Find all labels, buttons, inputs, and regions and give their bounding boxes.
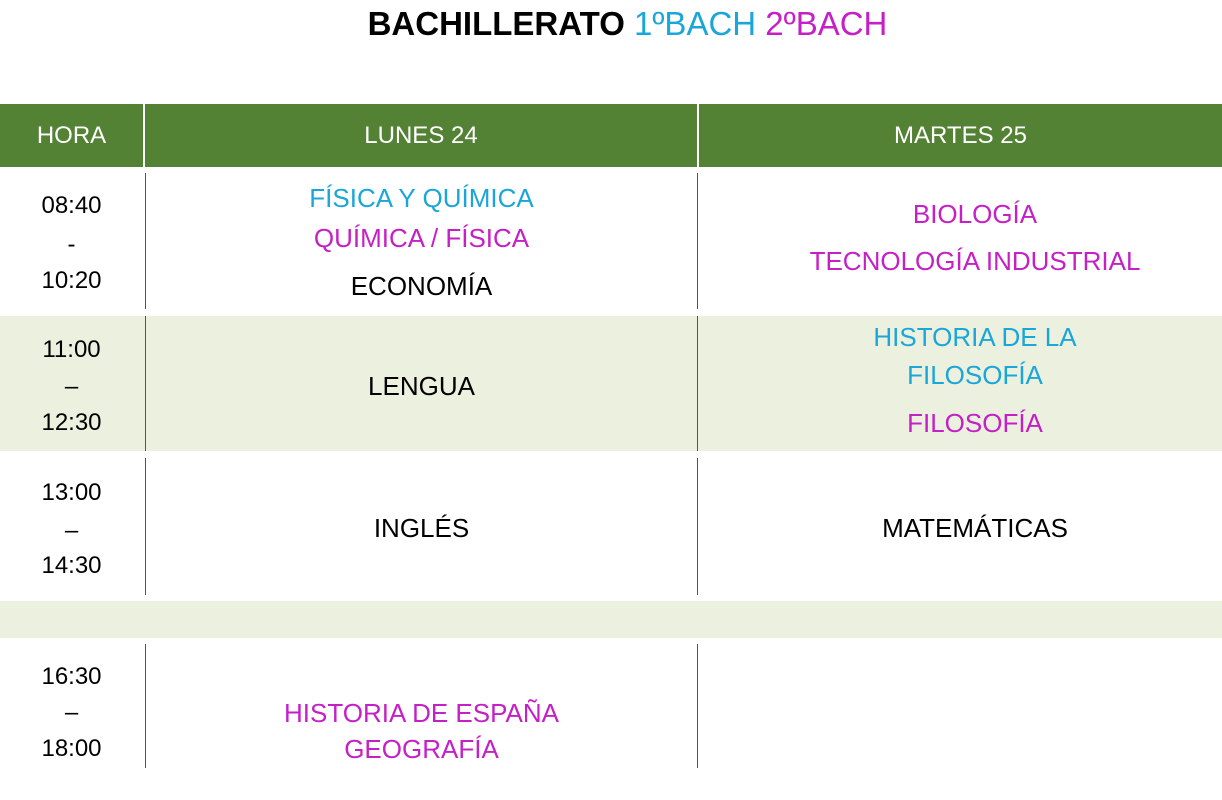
subject-historia-espana: HISTORIA DE ESPAÑA <box>283 698 559 728</box>
subject-ingles: INGLÉS <box>373 513 470 543</box>
subject-economia: ECONOMÍA <box>350 271 493 301</box>
time-separator: – <box>64 699 79 726</box>
table-header <box>0 104 1222 167</box>
subject-biologia: BIOLOGÍA <box>912 199 1038 229</box>
time-separator: – <box>64 373 79 400</box>
time-start: 13:00 <box>41 479 102 506</box>
header-day1: LUNES 24 <box>364 122 478 149</box>
break-band <box>0 601 1222 638</box>
subject-historia-filosofia-line2: FILOSOFÍA <box>907 360 1043 390</box>
time-start: 08:40 <box>41 192 102 219</box>
subject-matematicas: MATEMÁTICAS <box>882 513 1068 543</box>
time-separator: – <box>64 517 79 544</box>
header-day2: MARTES 25 <box>894 122 1027 149</box>
subject-geografia: GEOGRAFÍA <box>344 734 499 764</box>
subject-quimica-fisica: QUÍMICA / FÍSICA <box>313 223 530 253</box>
time-start: 11:00 <box>42 336 101 363</box>
time-end: 14:30 <box>41 552 102 579</box>
time-end: 10:20 <box>41 267 102 294</box>
title-year2: 2ºBACH <box>765 5 888 42</box>
header-hora: HORA <box>36 122 107 149</box>
grid-line <box>697 644 698 768</box>
grid-line <box>697 173 698 309</box>
subject-lengua: LENGUA <box>368 371 475 401</box>
subject-filosofia: FILOSOFÍA <box>907 408 1043 438</box>
subject-tecnologia-industrial: TECNOLOGÍA INDUSTRIAL <box>809 246 1141 276</box>
title-year1: 1ºBACH <box>634 5 757 42</box>
time-end: 18:00 <box>41 735 102 762</box>
time-separator: - <box>67 231 76 258</box>
subject-historia-filosofia-line1: HISTORIA DE LA <box>873 322 1077 352</box>
page-title <box>0 2 1222 46</box>
time-start: 16:30 <box>41 663 102 690</box>
title-main: BACHILLERATO <box>367 5 625 42</box>
time-end: 12:30 <box>41 409 102 436</box>
subject-fisica-quimica: FÍSICA Y QUÍMICA <box>309 183 534 213</box>
